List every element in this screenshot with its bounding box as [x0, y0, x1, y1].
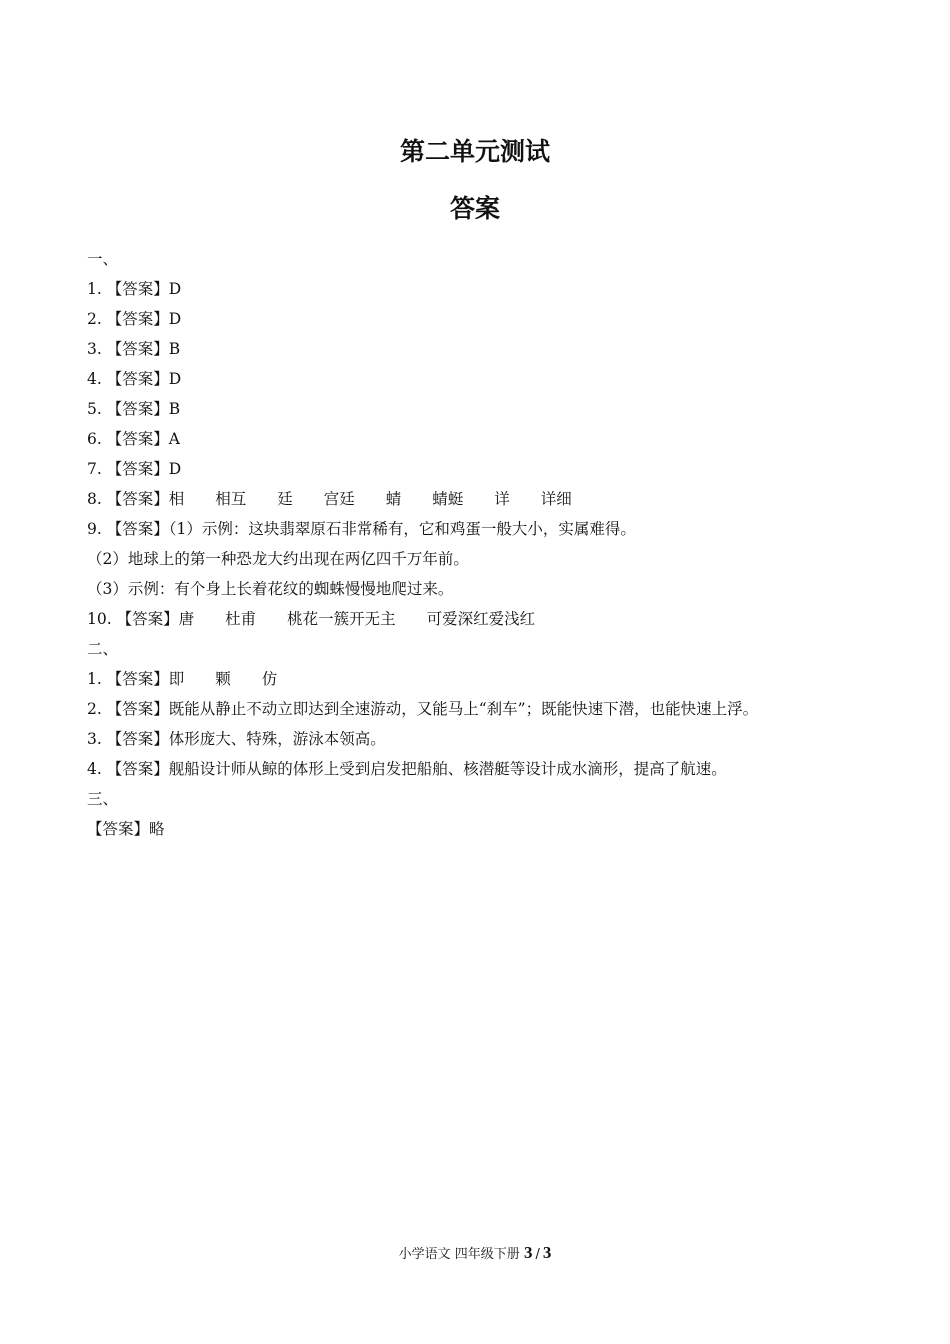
answer-line: 2. 【答案】D	[87, 310, 182, 328]
answer-line: 1. 【答案】D	[87, 280, 182, 298]
answer-line: 4. 【答案】D	[87, 370, 182, 388]
section-heading-3: 三、	[87, 790, 119, 808]
page-number: 3	[523, 1243, 533, 1262]
answer-line: 9. 【答案】（1）示例：这块翡翠原石非常稀有，它和鸡蛋一般大小，实属难得。	[87, 520, 636, 538]
answer-line: 7. 【答案】D	[87, 460, 182, 478]
answer-line: 1. 【答案】即 颗 仿	[87, 670, 278, 688]
answer-line: 【答案】略	[87, 820, 165, 838]
page-total: 3	[542, 1243, 552, 1262]
section-heading-1: 一、	[87, 250, 119, 268]
answer-line: 10. 【答案】唐 杜甫 桃花一簇开无主 可爱深红爱浅红	[87, 610, 536, 628]
document-title: 第二单元测试	[399, 137, 550, 166]
answer-subline: （3）示例：有个身上长着花纹的蜘蛛慢慢地爬过来。	[87, 580, 454, 598]
answer-line: 3. 【答案】B	[87, 340, 181, 358]
answer-list	[87, 244, 867, 844]
answer-line: 2. 【答案】既能从静止不动立即达到全速游动，又能马上“刹车”；既能快速下潜，也能快速上浮。	[87, 700, 759, 718]
document-subtitle: 答案	[449, 194, 500, 223]
page-footer	[0, 1242, 950, 1266]
answer-line: 8. 【答案】相 相互 廷 宫廷 蜻 蜻蜓 详 详细	[87, 490, 572, 508]
answer-line: 3. 【答案】体形庞大、特殊，游泳本领高。	[87, 730, 386, 748]
page-separator: /	[535, 1247, 540, 1262]
answer-line: 6. 【答案】A	[87, 430, 180, 448]
answer-line: 5. 【答案】B	[87, 400, 181, 418]
footer-label: 小学语文 四年级下册	[398, 1247, 520, 1262]
answer-subline: （2）地球上的第一种恐龙大约出现在两亿四千万年前。	[87, 550, 469, 568]
section-heading-2: 二、	[87, 640, 119, 658]
answer-line: 4. 【答案】舰船设计师从鲸的体形上受到启发把船舶、核潜艇等设计成水滴形，提高了航速。	[87, 760, 727, 778]
